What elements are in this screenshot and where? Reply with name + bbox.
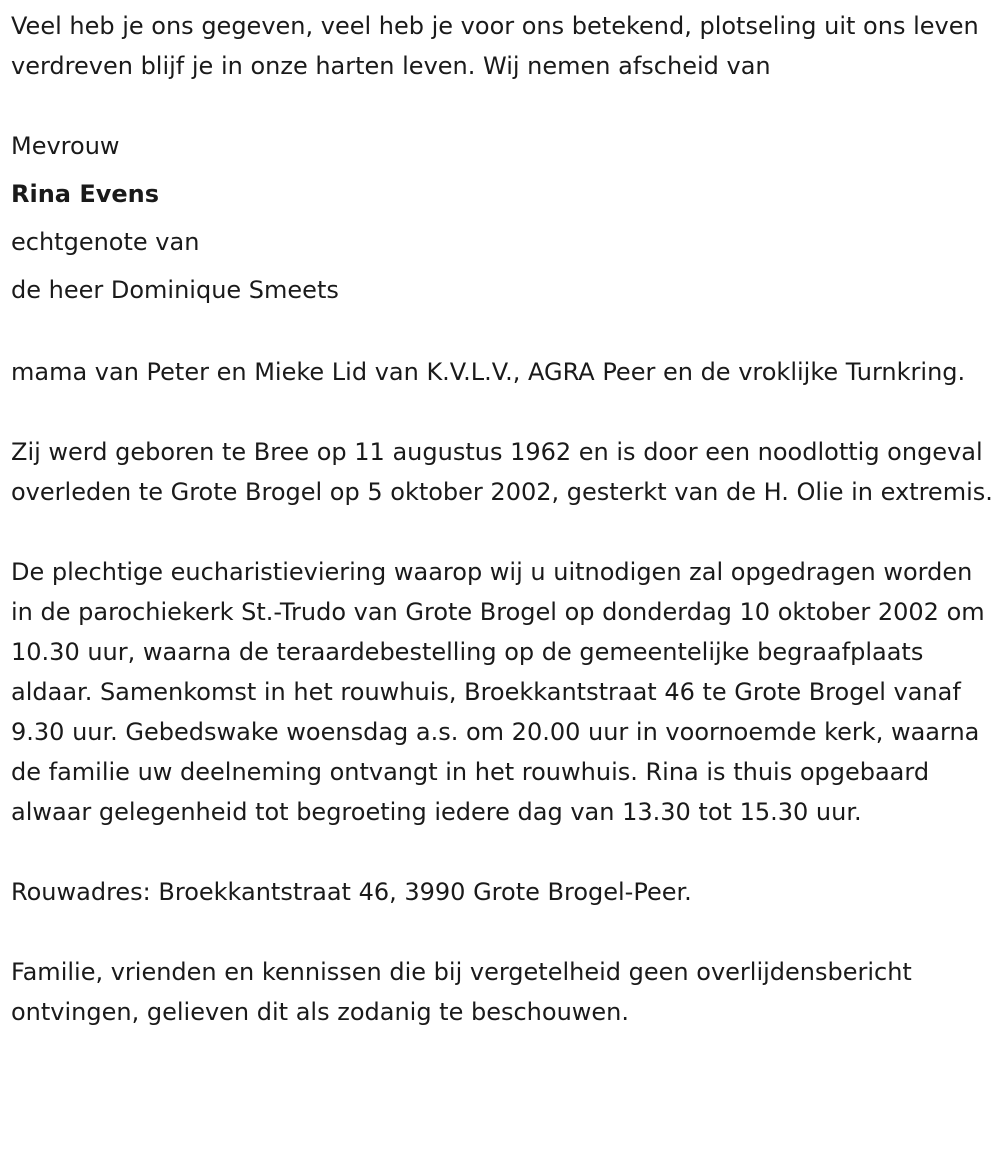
spacer — [11, 86, 995, 126]
spacer — [11, 512, 995, 552]
address-text: Rouwadres: Broekkantstraat 46, 3990 Grote Brogel-Peer. — [11, 878, 692, 906]
birth-death-text: Zij werd geboren te Bree op 11 augustus 1962 en is door een noodlottig ongeval overleden te Grote Brogel op 5 oktober 2002, gesterkt van de H. Olie in extremis. — [11, 438, 993, 506]
family-text: mama van Peter en Mieke Lid van K.V.L.V., AGRA Peer en de vroklijke Turnkring. — [11, 358, 966, 386]
obituary-document — [11, 6, 995, 1032]
closing-text: Familie, vrienden en kennissen die bij vergetelheid geen overlijdensbericht ontvingen, gelieven dit als zodanig te beschouwen. — [11, 958, 912, 1026]
spacer — [11, 832, 995, 872]
relation-label: echtgenote van — [11, 228, 200, 256]
spacer — [11, 314, 995, 352]
spouse-name: de heer Dominique Smeets — [11, 276, 339, 304]
deceased-block — [11, 122, 995, 314]
ceremony-text: De plechtige eucharistieviering waarop wij u uitnodigen zal opgedragen worden in de parochiekerk St.-Trudo van Grote Brogel op donderdag 10 oktober 2002 om 10.30 uur, waarna de teraardebestelling op de gemeentelijke begraafplaats aldaar. Samenkomst in het rouwhuis, Broekkantstraat 46 te Grote Brogel vanaf 9.30 uur. Gebedswake woensdag a.s. om 20.00 uur in voornoemde kerk, waarna de familie uw deelneming ontvangt in het rouwhuis. Rina is thuis opgebaard alwaar gelegenheid tot begroeting iedere dag van 13.30 tot 15.30 uur. — [11, 558, 985, 826]
honorific: Mevrouw — [11, 132, 120, 160]
spacer — [11, 392, 995, 432]
intro-text: Veel heb je ons gegeven, veel heb je voor ons betekend, plotseling uit ons leven verdreven blijf je in onze harten leven. Wij nemen afscheid van — [11, 12, 979, 80]
spacer — [11, 912, 995, 952]
deceased-name: Rina Evens — [11, 180, 160, 208]
